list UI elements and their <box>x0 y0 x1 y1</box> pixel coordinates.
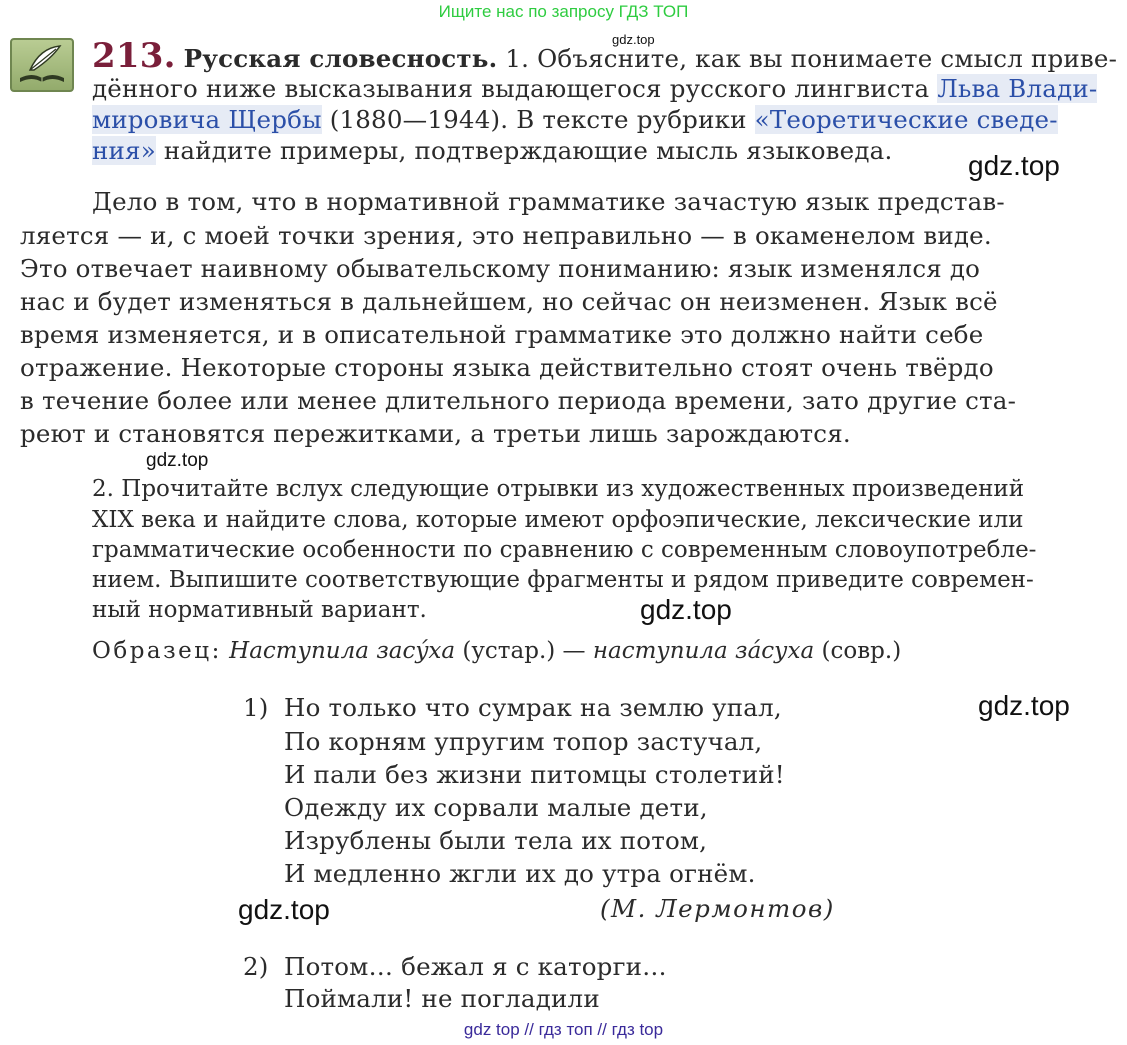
watermark-small-1: gdz.top <box>612 32 655 47</box>
top-watermark-banner: Ищите нас по запросу ГДЗ ТОП <box>438 2 689 21</box>
poem2-line: Поймали! не погладили <box>284 984 600 1013</box>
quote-line: время изменяется, и в описательной грамматике это должно найти себе <box>20 320 984 349</box>
poem2-number: 2) <box>243 952 269 981</box>
task1-line-3 <box>92 104 1058 136</box>
quote-line: ляется — и, с моей точки зрения, это неправильно — в окаменелом виде. <box>20 221 992 250</box>
exercise-number: 213. <box>92 36 176 76</box>
poem2-line: Потом… бежал я с каторги… <box>284 952 667 981</box>
task1-text-2: дённого ниже высказывания выдающегося русского лингвиста <box>92 74 938 103</box>
poem1-line: Изрублены были тела их потом, <box>284 826 708 855</box>
quote-line: в течение более или менее длительного периода времени, зато другие ста- <box>20 386 1017 415</box>
task2-line: нием. Выпишите соответствующие фрагменты и рядом приведите современ- <box>92 567 1034 593</box>
task2-line: ный нормативный вариант. <box>92 597 427 623</box>
watermark-small-2: gdz.top <box>146 450 209 471</box>
sample-line <box>92 636 901 666</box>
theory-link-part2[interactable]: ния» <box>92 136 156 165</box>
theory-link-part1[interactable]: «Теоретические сведе- <box>754 105 1058 134</box>
sample-old-note: (устар.) <box>462 638 556 664</box>
poem1-line: Но только что сумрак на землю упал, <box>284 693 782 722</box>
quote-line: нас и будет изменяться в дальнейшем, но сейчас он неизменен. Язык всё <box>20 287 998 316</box>
scherba-link-part1[interactable]: Льва Влади- <box>937 74 1098 103</box>
task1-line-4 <box>92 135 892 167</box>
task1-line-2 <box>92 73 1097 105</box>
book-feather-icon <box>10 38 74 92</box>
task1-text-4: найдите примеры, подтверждающие мысль языковеда. <box>155 136 893 165</box>
poem1-line: По корням упругим топор застучал, <box>284 727 763 756</box>
quote-line: Дело в том, что в нормативной грамматике зачастую язык представ- <box>92 187 1005 216</box>
poem1-line: И пали без жизни питомцы столетий! <box>284 760 785 789</box>
task1-text-1: 1. Объясните, как вы понимаете смысл приве- <box>497 44 1118 73</box>
task2-line: грамматические особенности по сравнению с современным словоупотребле- <box>92 537 1037 563</box>
watermark-large-1: gdz.top <box>968 150 1060 181</box>
book-feather-icon-graphic <box>12 40 72 90</box>
quote-line: реют и становятся пережитками, а третьи лишь зарождаются. <box>20 419 851 448</box>
poem1-line: И медленно жгли их до утра огнём. <box>284 859 756 888</box>
sample-new-note: (совр.) <box>821 638 902 664</box>
sample-dash: — <box>562 638 586 664</box>
poem1-number: 1) <box>243 693 269 722</box>
watermark-large-2: gdz.top <box>640 594 732 625</box>
sample-new-phrase: наступила зáсуха <box>592 638 815 664</box>
bottom-watermark: gdz top // гдз топ // гдз top <box>463 1020 664 1039</box>
exercise-title: Русская словесность. <box>183 44 498 73</box>
sample-old-phrase: Наступила засýха <box>229 638 456 664</box>
sample-label: Образец: <box>92 638 222 664</box>
quote-line: Это отвечает наивному обывательскому пониманию: язык изменялся до <box>20 254 981 283</box>
task1-text-3: (1880—1944). В тексте рубрики <box>321 105 755 134</box>
poem1-author: (М. Лермонтов) <box>600 894 835 923</box>
task2-line: 2. Прочитайте вслух следующие отрывки из художественных произведений <box>92 476 1025 502</box>
quote-line: отражение. Некоторые стороны языка действительно стоят очень твёрдо <box>20 353 994 382</box>
scherba-link-part2[interactable]: мировича Щербы <box>92 105 322 134</box>
poem1-line: Одежду их сорвали малые дети, <box>284 793 708 822</box>
watermark-large-3: gdz.top <box>978 690 1070 721</box>
task2-line: XIX века и найдите слова, которые имеют орфоэпические, лексические или <box>92 507 1024 533</box>
watermark-large-4: gdz.top <box>238 894 330 925</box>
